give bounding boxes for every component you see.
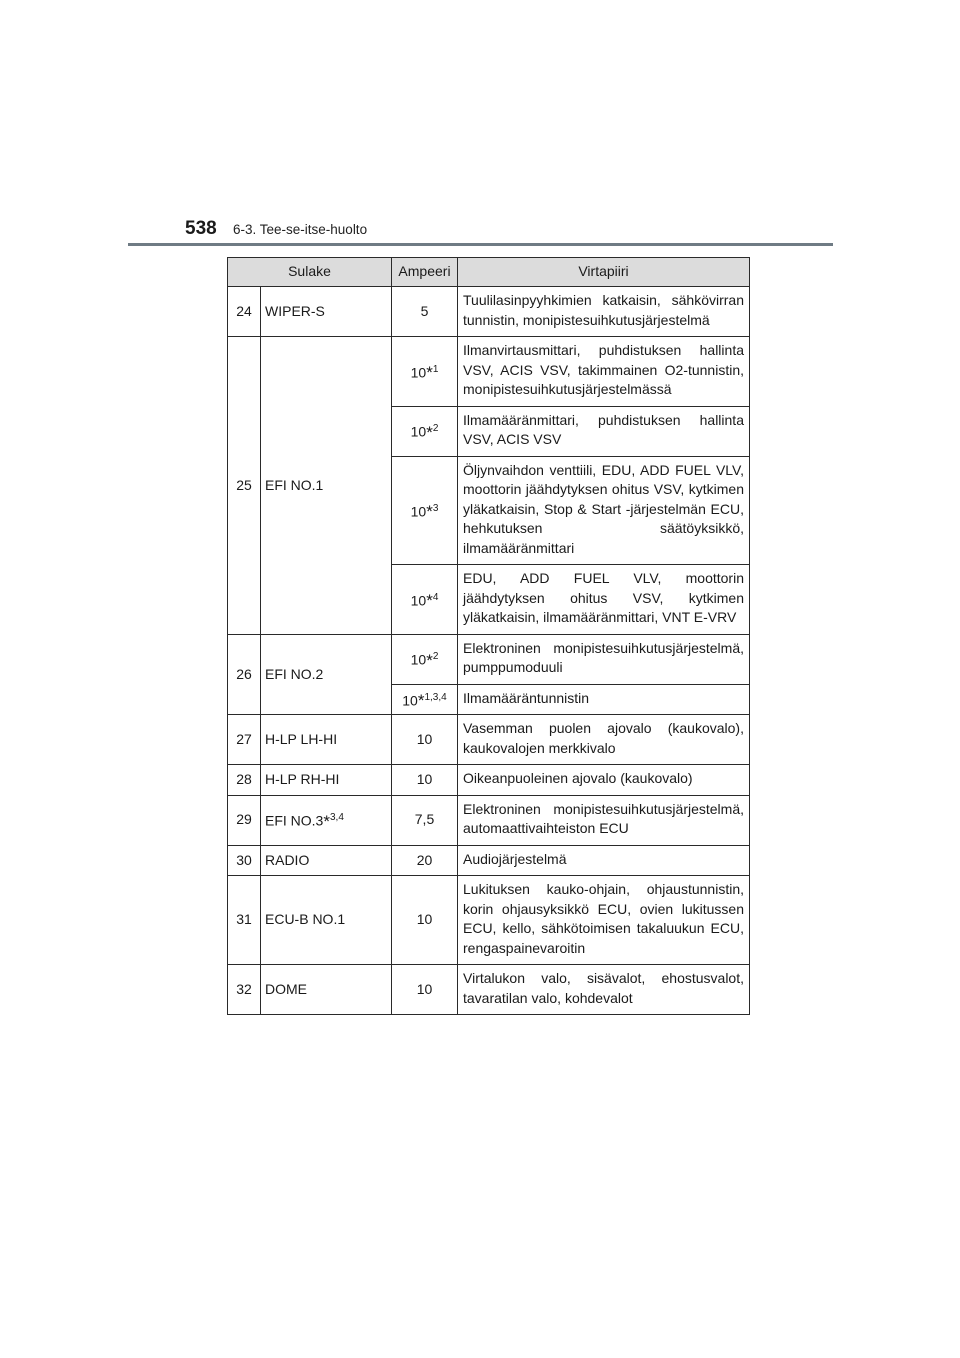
footnote-ref: 2 (432, 423, 439, 435)
table-row (228, 876, 750, 965)
fuse-number: 32 (228, 965, 261, 1015)
table-row (228, 795, 750, 845)
circuit-description: Audiojärjestelmä (458, 845, 750, 876)
fuse-name: WIPER-S (265, 302, 325, 319)
circuit-description: Vasemman puolen ajovalo (kaukovalo), kaukovalojen merkkivalo (458, 715, 750, 765)
footnote-asterisk: * (426, 591, 433, 611)
page-number: 538 (185, 218, 217, 239)
column-header-ampere: Ampeeri (392, 258, 458, 287)
ampere-value: 10 (410, 424, 427, 441)
table-header-row (228, 258, 750, 287)
footnote-asterisk: * (426, 502, 433, 522)
fuse-table-body (228, 287, 750, 1015)
ampere-cell (392, 337, 458, 407)
circuit-description: Elektroninen monipistesuihkutusjärjestelmä, automaattivaihteiston ECU (458, 795, 750, 845)
circuit-description: Elektroninen monipistesuihkutusjärjestelmä, pumppumoduuli (458, 634, 750, 684)
fuse-name-cell (261, 634, 392, 715)
ampere-value: 10 (410, 652, 427, 669)
ampere-value: 10 (410, 592, 427, 609)
ampere-value: 20 (416, 851, 433, 868)
ampere-cell (392, 565, 458, 635)
ampere-cell (392, 634, 458, 684)
fuse-name: EFI NO.1 (265, 476, 324, 493)
circuit-description: Oikeanpuoleinen ajovalo (kaukovalo) (458, 765, 750, 796)
ampere-cell (392, 715, 458, 765)
fuse-name-cell (261, 337, 392, 635)
table-row (228, 287, 750, 337)
fuse-number: 24 (228, 287, 261, 337)
circuit-description: Virtalukon valo, sisävalot, ehostusvalot, tavaratilan valo, kohdevalot (458, 965, 750, 1015)
footnote-ref: 1 (432, 363, 439, 375)
fuse-number: 29 (228, 795, 261, 845)
ampere-value: 10 (410, 364, 427, 381)
fuse-number: 30 (228, 845, 261, 876)
fuse-name-cell (261, 765, 392, 796)
fuse-number: 26 (228, 634, 261, 715)
circuit-description: Ilmamääränmittari, puhdistuksen hallinta VSV, ACIS VSV (458, 406, 750, 456)
footnote-asterisk: * (426, 363, 433, 383)
footnote-ref: 1,3,4 (424, 691, 447, 703)
footnote-ref: 3,4 (329, 812, 344, 824)
ampere-value: 7,5 (414, 811, 435, 828)
ampere-cell (392, 287, 458, 337)
fuse-number: 31 (228, 876, 261, 965)
fuse-name: DOME (265, 980, 307, 997)
fuse-name: RADIO (265, 851, 310, 868)
section-title: 6-3. Tee-se-itse-huolto (233, 222, 368, 237)
footnote-asterisk: * (417, 691, 425, 711)
fuse-name-cell (261, 287, 392, 337)
ampere-value: 10 (402, 692, 418, 709)
circuit-description: Öljynvaihdon venttiili, EDU, ADD FUEL VLV, moottorin jäähdytyksen ohitus VSV, kytkimen yläkatkaisin, Stop & Start -järjestelmän ECU, hehkutuksen säätöyksikkö, ilmamääränmittari (458, 456, 750, 565)
footnote-ref: 2 (432, 651, 439, 663)
ampere-value: 10 (416, 980, 433, 997)
fuse-name-cell (261, 845, 392, 876)
ampere-cell (392, 965, 458, 1015)
table-row (228, 337, 750, 407)
column-header-fuse: Sulake (228, 258, 392, 287)
table-row (228, 715, 750, 765)
ampere-cell (392, 456, 458, 565)
fuse-number: 25 (228, 337, 261, 635)
fuse-name: H-LP RH-HI (265, 771, 340, 787)
ampere-cell (392, 876, 458, 965)
fuse-name: EFI NO.2 (265, 665, 324, 682)
ampere-value: 10 (416, 771, 433, 787)
fuse-name: H-LP LH-HI (265, 730, 338, 747)
footnote-ref: 4 (432, 591, 439, 603)
fuse-number: 28 (228, 765, 261, 796)
table-row (228, 765, 750, 796)
footnote-asterisk: * (323, 812, 330, 832)
footnote-ref: 3 (432, 502, 439, 514)
circuit-description: Tuulilasinpyyhkimien katkaisin, sähkövirran tunnistin, monipistesuihkutusjärjestelmä (458, 287, 750, 337)
ampere-cell (392, 406, 458, 456)
fuse-name-cell (261, 795, 392, 845)
ampere-cell (392, 845, 458, 876)
fuse-number: 27 (228, 715, 261, 765)
ampere-value: 10 (416, 730, 433, 747)
fuse-table (227, 257, 750, 1015)
circuit-description: Ilmamääräntunnistin (458, 684, 750, 715)
table-row (228, 634, 750, 684)
circuit-description: Ilmanvirtausmittari, puhdistuksen hallinta VSV, ACIS VSV, takimmainen O2-tunnistin, monipistesuihkutusjärjestelmässä (458, 337, 750, 407)
table-row (228, 845, 750, 876)
header-rule (128, 243, 833, 246)
ampere-value: 10 (416, 911, 433, 928)
footnote-asterisk: * (426, 651, 433, 671)
ampere-cell (392, 684, 458, 715)
column-header-circuit: Virtapiiri (458, 258, 750, 287)
table-row (228, 965, 750, 1015)
circuit-description: Lukituksen kauko-ohjain, ohjaustunnistin, korin ohjausyksikkö ECU, ovien lukitussen ECU, kello, sähkötoimisen takaluukun ECU, rengaspainevaroitin (458, 876, 750, 965)
fuse-name: ECU-B NO.1 (265, 911, 346, 928)
ampere-cell (392, 795, 458, 845)
footnote-asterisk: * (426, 423, 433, 443)
ampere-cell (392, 765, 458, 796)
circuit-description: EDU, ADD FUEL VLV, moottorin jäähdytyksen ohitus VSV, kytkimen yläkatkaisin, ilmamääränmittari, VNT E-VRV (458, 565, 750, 635)
ampere-value: 10 (410, 503, 427, 520)
fuse-name-cell (261, 876, 392, 965)
fuse-name: EFI NO.3 (265, 813, 324, 830)
fuse-name-cell (261, 965, 392, 1015)
ampere-value: 5 (420, 302, 429, 319)
fuse-name-cell (261, 715, 392, 765)
